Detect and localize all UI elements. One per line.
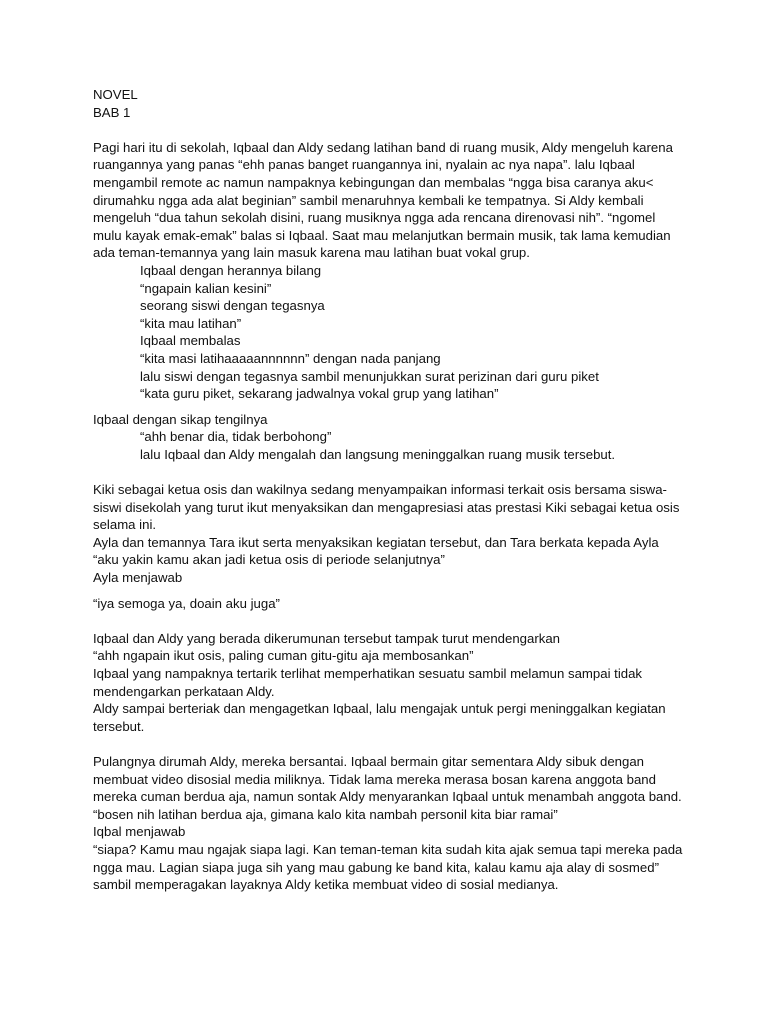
text-line: mulu kayak emak-emak” balas si Iqbaal. Saat mau melanjutkan bermain musik, tak lama kemudian xyxy=(93,227,671,243)
text-line: Pulangnya dirumah Aldy, mereka bersantai. Iqbaal bermain gitar sementara Aldy sibuk dengan xyxy=(93,753,645,769)
text-line: “siapa? Kamu mau ngajak siapa lagi. Kan teman-teman kita sudah kita ajak semua tapi mereka pada xyxy=(93,841,683,857)
dialog-line: seorang siswi dengan tegasnya xyxy=(140,298,325,314)
text-line: dirumahku ngga ada alat beginian” sambil menaruhnya kembali ke tempatnya. Si Aldy kembali xyxy=(93,192,644,208)
text-line: ngga mau. Lagian siapa juga sih yang mau gabung ke band kita, kalau kamu aja alay di sosmed” xyxy=(93,859,659,875)
dialog-line: “ngapain kalian kesini” xyxy=(140,280,272,296)
dialog-line: “kita mau latihan” xyxy=(140,315,242,331)
text-line: “bosen nih latihan berdua aja, gimana kalo kita nambah personil kita biar ramai” xyxy=(93,806,558,822)
text-line: Kiki sebagai ketua osis dan wakilnya sedang menyampaikan informasi terkait osis bersama siswa- xyxy=(93,482,667,498)
dialog-line: “kata guru piket, sekarang jadwalnya vokal grup yang latihan” xyxy=(140,386,499,402)
text-line: mengeluh “dua tahun sekolah disini, ruang musiknya ngga ada rencana direnovasi nih”. “ngomel xyxy=(93,210,656,226)
text-line: mereka cuman berdua aja, namun sontak Aldy menyarankan Iqbaal untuk menambah anggota band. xyxy=(93,789,682,805)
text-line: Ayla menjawab xyxy=(93,570,183,586)
text-line: Aldy sampai berteriak dan mengagetkan Iqbaal, lalu mengajak untuk pergi meninggalkan kegiatan xyxy=(93,701,666,717)
text-line: Iqbaal dan Aldy yang berada dikerumunan tersebut tampak turut mendengarkan xyxy=(93,630,560,646)
paragraph-6 xyxy=(93,753,693,894)
text-line: selama ini. xyxy=(93,517,157,533)
dialog-line: “ahh benar dia, tidak berbohong” xyxy=(140,429,332,445)
text-line: mendengarkan perkataan Aldy. xyxy=(93,683,275,699)
paragraph-3 xyxy=(93,481,693,587)
text-line: membuat video disosial media miliknya. Tidak lama mereka merasa bosan karena anggota band xyxy=(93,771,656,787)
text-line: Ayla dan temannya Tara ikut serta menyaksikan kegiatan tersebut, dan Tara berkata kepada Ayla xyxy=(93,534,659,550)
text-line: “ahh ngapain ikut osis, paling cuman gitu-gitu aja membosankan” xyxy=(93,648,474,664)
paragraph-5 xyxy=(93,630,693,736)
dialog-line: lalu siswi dengan tegasnya sambil menunjukkan surat perizinan dari guru piket xyxy=(140,368,599,384)
text-line: mengambil remote ac namun nampaknya kebingungan dan membalas “ngga bisa caranya aku< xyxy=(93,174,654,190)
dialog-line: Iqbaal dengan herannya bilang xyxy=(140,262,322,278)
text-line: Pagi hari itu di sekolah, Iqbaal dan Aldy sedang latihan band di ruang musik, Aldy mengeluh karena xyxy=(93,139,673,155)
document-page xyxy=(93,86,693,894)
text-line: tersebut. xyxy=(93,718,145,734)
chapter-title: BAB 1 xyxy=(93,104,131,120)
text-line: “iya semoga ya, doain aku juga” xyxy=(93,595,280,611)
dialog-line: “kita masi latihaaaaannnnnn” dengan nada panjang xyxy=(140,350,441,366)
document-title: NOVEL xyxy=(93,87,138,102)
paragraph-1 xyxy=(93,139,693,262)
text-line: Iqbaal yang nampaknya tertarik terlihat memperhatikan sesuatu sambil melamun sampai tidak xyxy=(93,666,643,681)
dialog-line: lalu Iqbaal dan Aldy mengalah dan langsung meninggalkan ruang musik tersebut. xyxy=(140,446,616,462)
text-line: ruangannya yang panas “ehh panas banget ruangannya ini, nyalain ac nya napa”. lalu Iqbaal xyxy=(93,157,635,173)
dialog-line: Iqbaal membalas xyxy=(140,333,241,349)
text-line: ada teman-temannya yang lain masuk karena mau latihan buat vokal grup. xyxy=(93,245,530,261)
text-line: “aku yakin kamu akan jadi ketua osis di periode selanjutnya” xyxy=(93,552,445,568)
dialog-block-2 xyxy=(93,428,693,463)
text-line: Iqbaal dengan sikap tengilnya xyxy=(93,411,268,427)
text-line: Iqbal menjawab xyxy=(93,824,186,840)
text-line: sambil memperagakan layaknya Aldy ketika membuat video di sosial medianya. xyxy=(93,877,559,893)
text-line: siswi disekolah yang turut ikut menyaksikan dan mengapresiasi atas prestasi Kiki sebagai ketua osis xyxy=(93,499,680,515)
dialog-block-1 xyxy=(93,262,693,403)
